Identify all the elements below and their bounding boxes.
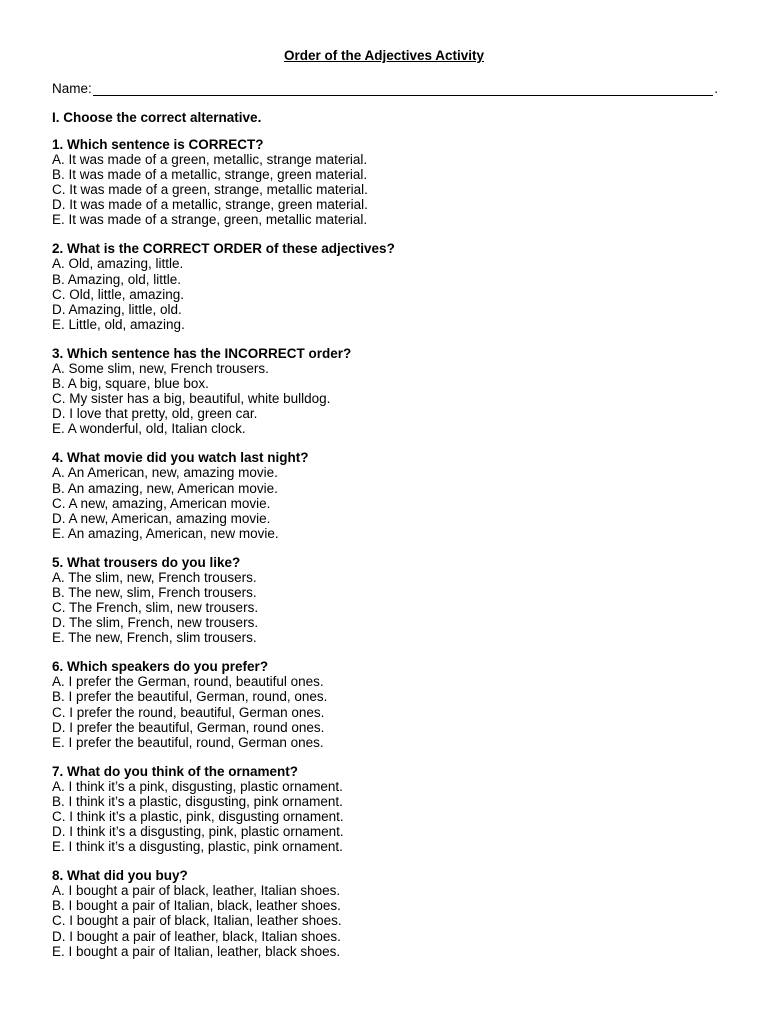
name-blank-line [93, 83, 713, 96]
answer-option: E. Little, old, amazing. [52, 316, 185, 332]
question-prompt: 3. Which sentence has the INCORRECT order? [52, 345, 352, 361]
answer-option: E. It was made of a strange, green, metallic material. [52, 212, 368, 228]
answer-option: A. An American, new, amazing movie. [52, 465, 278, 481]
answer-option: E. I bought a pair of Italian, leather, black shoes. [52, 943, 341, 959]
answer-option: E. I think it’s a disgusting, plastic, pink ornament. [52, 839, 343, 855]
answer-option: D. The slim, French, new trousers. [52, 615, 259, 631]
answer-option: B. It was made of a metallic, strange, green material. [52, 167, 368, 183]
answer-option: C. My sister has a big, beautiful, white bulldog. [52, 391, 331, 407]
answer-option: E. A wonderful, old, Italian clock. [52, 421, 246, 437]
answer-option: A. I prefer the German, round, beautiful ones. [52, 674, 324, 690]
answer-option: D. It was made of a metallic, strange, green material. [52, 197, 368, 213]
answer-option: D. I love that pretty, old, green car. [52, 406, 258, 422]
answer-option: C. I prefer the round, beautiful, German ones. [52, 704, 325, 720]
question-prompt: 2. What is the CORRECT ORDER of these adjectives? [52, 241, 395, 257]
answer-option: B. A big, square, blue box. [52, 376, 209, 392]
answer-option: A. I bought a pair of black, leather, Italian shoes. [52, 883, 341, 899]
answer-option: B. I prefer the beautiful, German, round, ones. [52, 689, 328, 705]
question-prompt: 4. What movie did you watch last night? [52, 450, 309, 466]
question-block [52, 555, 752, 645]
answer-option: E. The new, French, slim trousers. [52, 630, 257, 646]
question-prompt: 5. What trousers do you like? [52, 554, 241, 570]
answer-option: B. The new, slim, French trousers. [52, 584, 257, 600]
name-field [52, 80, 718, 96]
question-block [52, 241, 752, 331]
answer-option: B. I think it’s a plastic, disgusting, pink ornament. [52, 793, 343, 809]
name-end-mark: . [714, 81, 718, 96]
answer-option: C. Old, little, amazing. [52, 286, 185, 302]
answer-option: E. An amazing, American, new movie. [52, 525, 279, 541]
question-list [52, 137, 752, 973]
answer-option: A. The slim, new, French trousers. [52, 569, 257, 585]
answer-option: D. I prefer the beautiful, German, round ones. [52, 719, 325, 735]
answer-option: C. A new, amazing, American movie. [52, 495, 271, 511]
answer-option: C. The French, slim, new trousers. [52, 600, 259, 616]
answer-option: B. Amazing, old, little. [52, 271, 182, 287]
question-block [52, 137, 752, 227]
question-prompt: 1. Which sentence is CORRECT? [52, 137, 264, 152]
answer-option: A. It was made of a green, metallic, strange material. [52, 152, 368, 167]
question-block [52, 868, 752, 958]
question-block [52, 764, 752, 854]
answer-option: A. I think it’s a pink, disgusting, plastic ornament. [52, 778, 343, 794]
question-block [52, 659, 752, 749]
question-prompt: 7. What do you think of the ornament? [52, 763, 298, 779]
answer-option: C. I bought a pair of black, Italian, leather shoes. [52, 913, 342, 929]
answer-option: D. I bought a pair of leather, black, Italian shoes. [52, 928, 341, 944]
answer-option: E. I prefer the beautiful, round, German ones. [52, 734, 324, 750]
section-heading: I. Choose the correct alternative. [52, 110, 262, 125]
answer-option: C. It was made of a green, strange, metallic material. [52, 182, 368, 198]
answer-option: C. I think it’s a plastic, pink, disgusting ornament. [52, 809, 344, 824]
answer-option: D. I think it’s a disgusting, pink, plastic ornament. [52, 824, 344, 840]
question-block [52, 450, 752, 540]
answer-option: B. I bought a pair of Italian, black, leather shoes. [52, 898, 341, 914]
question-prompt: 6. Which speakers do you prefer? [52, 659, 269, 675]
page-title: Order of the Adjectives Activity [283, 48, 485, 63]
question-prompt: 8. What did you buy? [52, 868, 188, 884]
answer-option: D. A new, American, amazing movie. [52, 510, 271, 526]
answer-option: D. Amazing, little, old. [52, 301, 182, 317]
question-block [52, 346, 752, 436]
answer-option: A. Some slim, new, French trousers. [52, 360, 269, 376]
answer-option: B. An amazing, new, American movie. [52, 480, 278, 496]
answer-option: A. Old, amazing, little. [52, 256, 184, 272]
name-label: Name: [52, 81, 92, 96]
